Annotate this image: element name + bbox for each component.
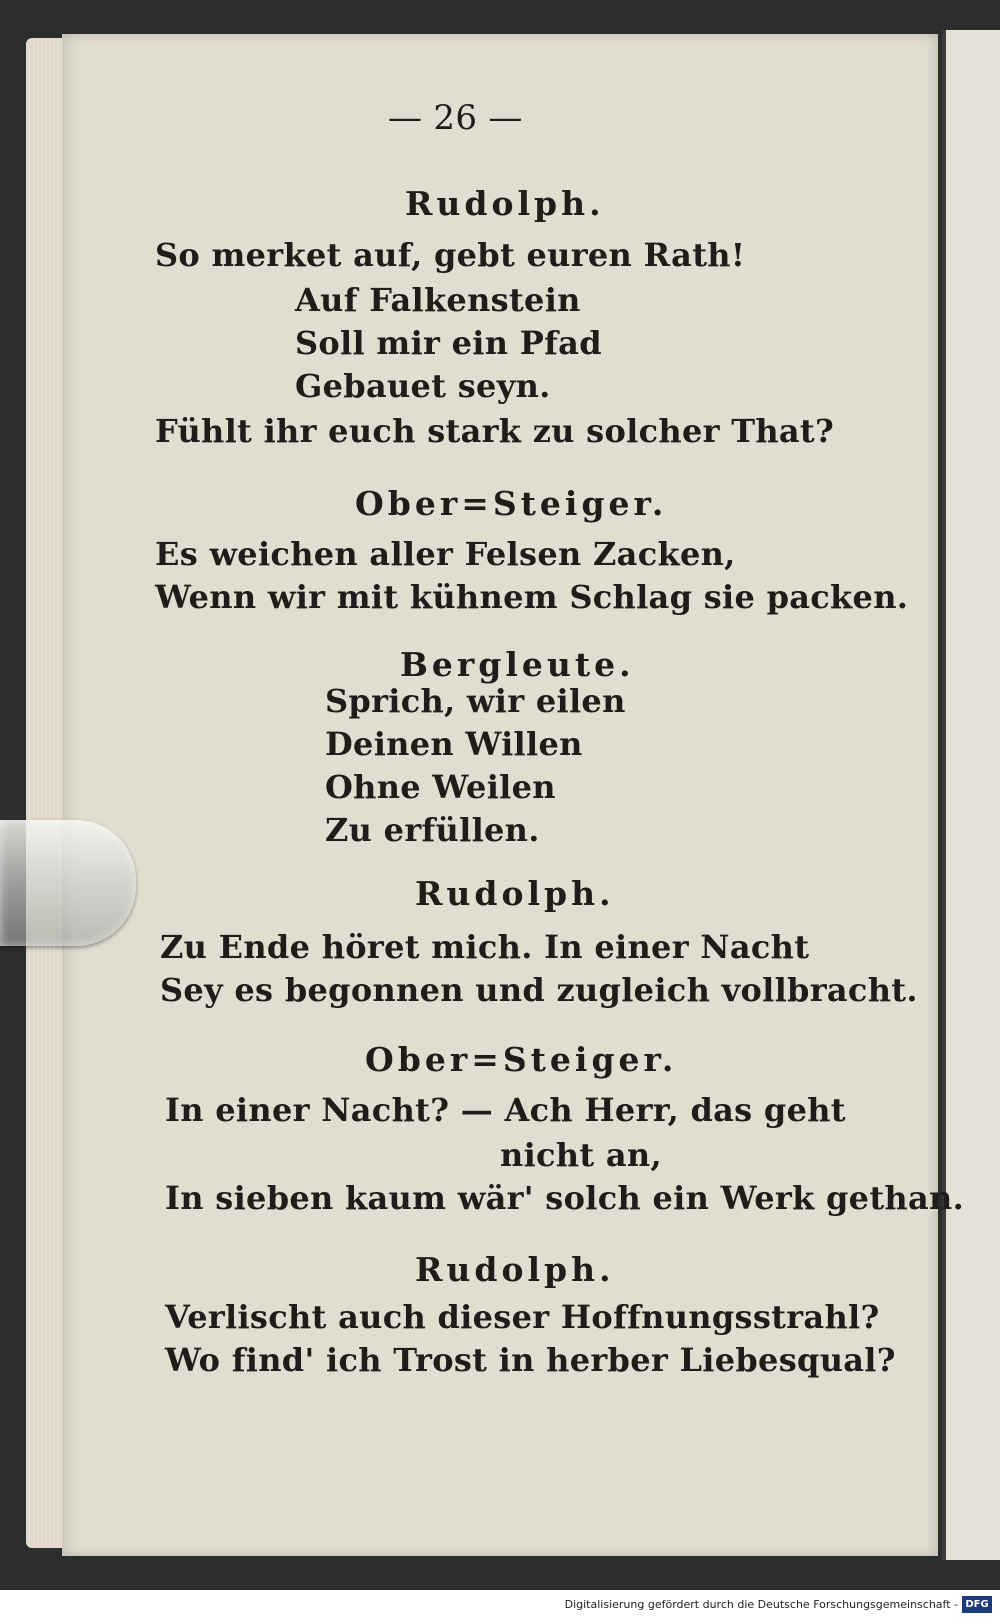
speaker-heading: Ober=Steiger.	[365, 1040, 678, 1079]
footer-bar	[0, 1590, 1000, 1621]
verse-line: Es weichen aller Felsen Zacken,	[155, 535, 736, 573]
verse-line: Ohne Weilen	[325, 768, 556, 806]
verse-line: Sey es begonnen und zugleich vollbracht.	[160, 971, 918, 1009]
speaker-heading: Rudolph.	[415, 874, 615, 913]
verse-line: In sieben kaum wär' solch ein Werk gethan.	[165, 1179, 965, 1217]
speaker-heading: Bergleute.	[400, 645, 635, 684]
verse-line: Zu erfüllen.	[325, 811, 540, 849]
dfg-logo[interactable]: DFG	[962, 1596, 992, 1613]
verse-line: In einer Nacht? — Ach Herr, das geht	[165, 1091, 846, 1129]
verse-line: So merket auf, gebt euren Rath!	[155, 236, 746, 274]
page-number: — 26 —	[388, 98, 523, 138]
verse-line: Wenn wir mit kühnem Schlag sie packen.	[155, 578, 909, 616]
verse-line: Sprich, wir eilen	[325, 682, 626, 720]
speaker-heading: Rudolph.	[405, 184, 605, 223]
verse-line: Deinen Willen	[325, 725, 583, 763]
funding-credit: Digitalisierung gefördert durch die Deutsche Forschungsgemeinschaft -	[564, 1598, 958, 1611]
verse-line: Fühlt ihr euch stark zu solcher That?	[155, 412, 835, 450]
verse-line: Soll mir ein Pfad	[295, 324, 602, 362]
verse-line: Verlischt auch dieser Hoffnungsstrahl?	[165, 1298, 880, 1336]
verse-line: nicht an,	[500, 1136, 662, 1174]
verse-line: Gebauet seyn.	[295, 367, 551, 405]
speaker-heading: Ober=Steiger.	[355, 484, 668, 523]
verse-line: Zu Ende höret mich. In einer Nacht	[160, 928, 810, 966]
speaker-heading: Rudolph.	[415, 1250, 615, 1289]
verse-line: Auf Falkenstein	[295, 281, 581, 319]
verse-line: Wo find' ich Trost in herber Liebesqual?	[165, 1341, 896, 1379]
